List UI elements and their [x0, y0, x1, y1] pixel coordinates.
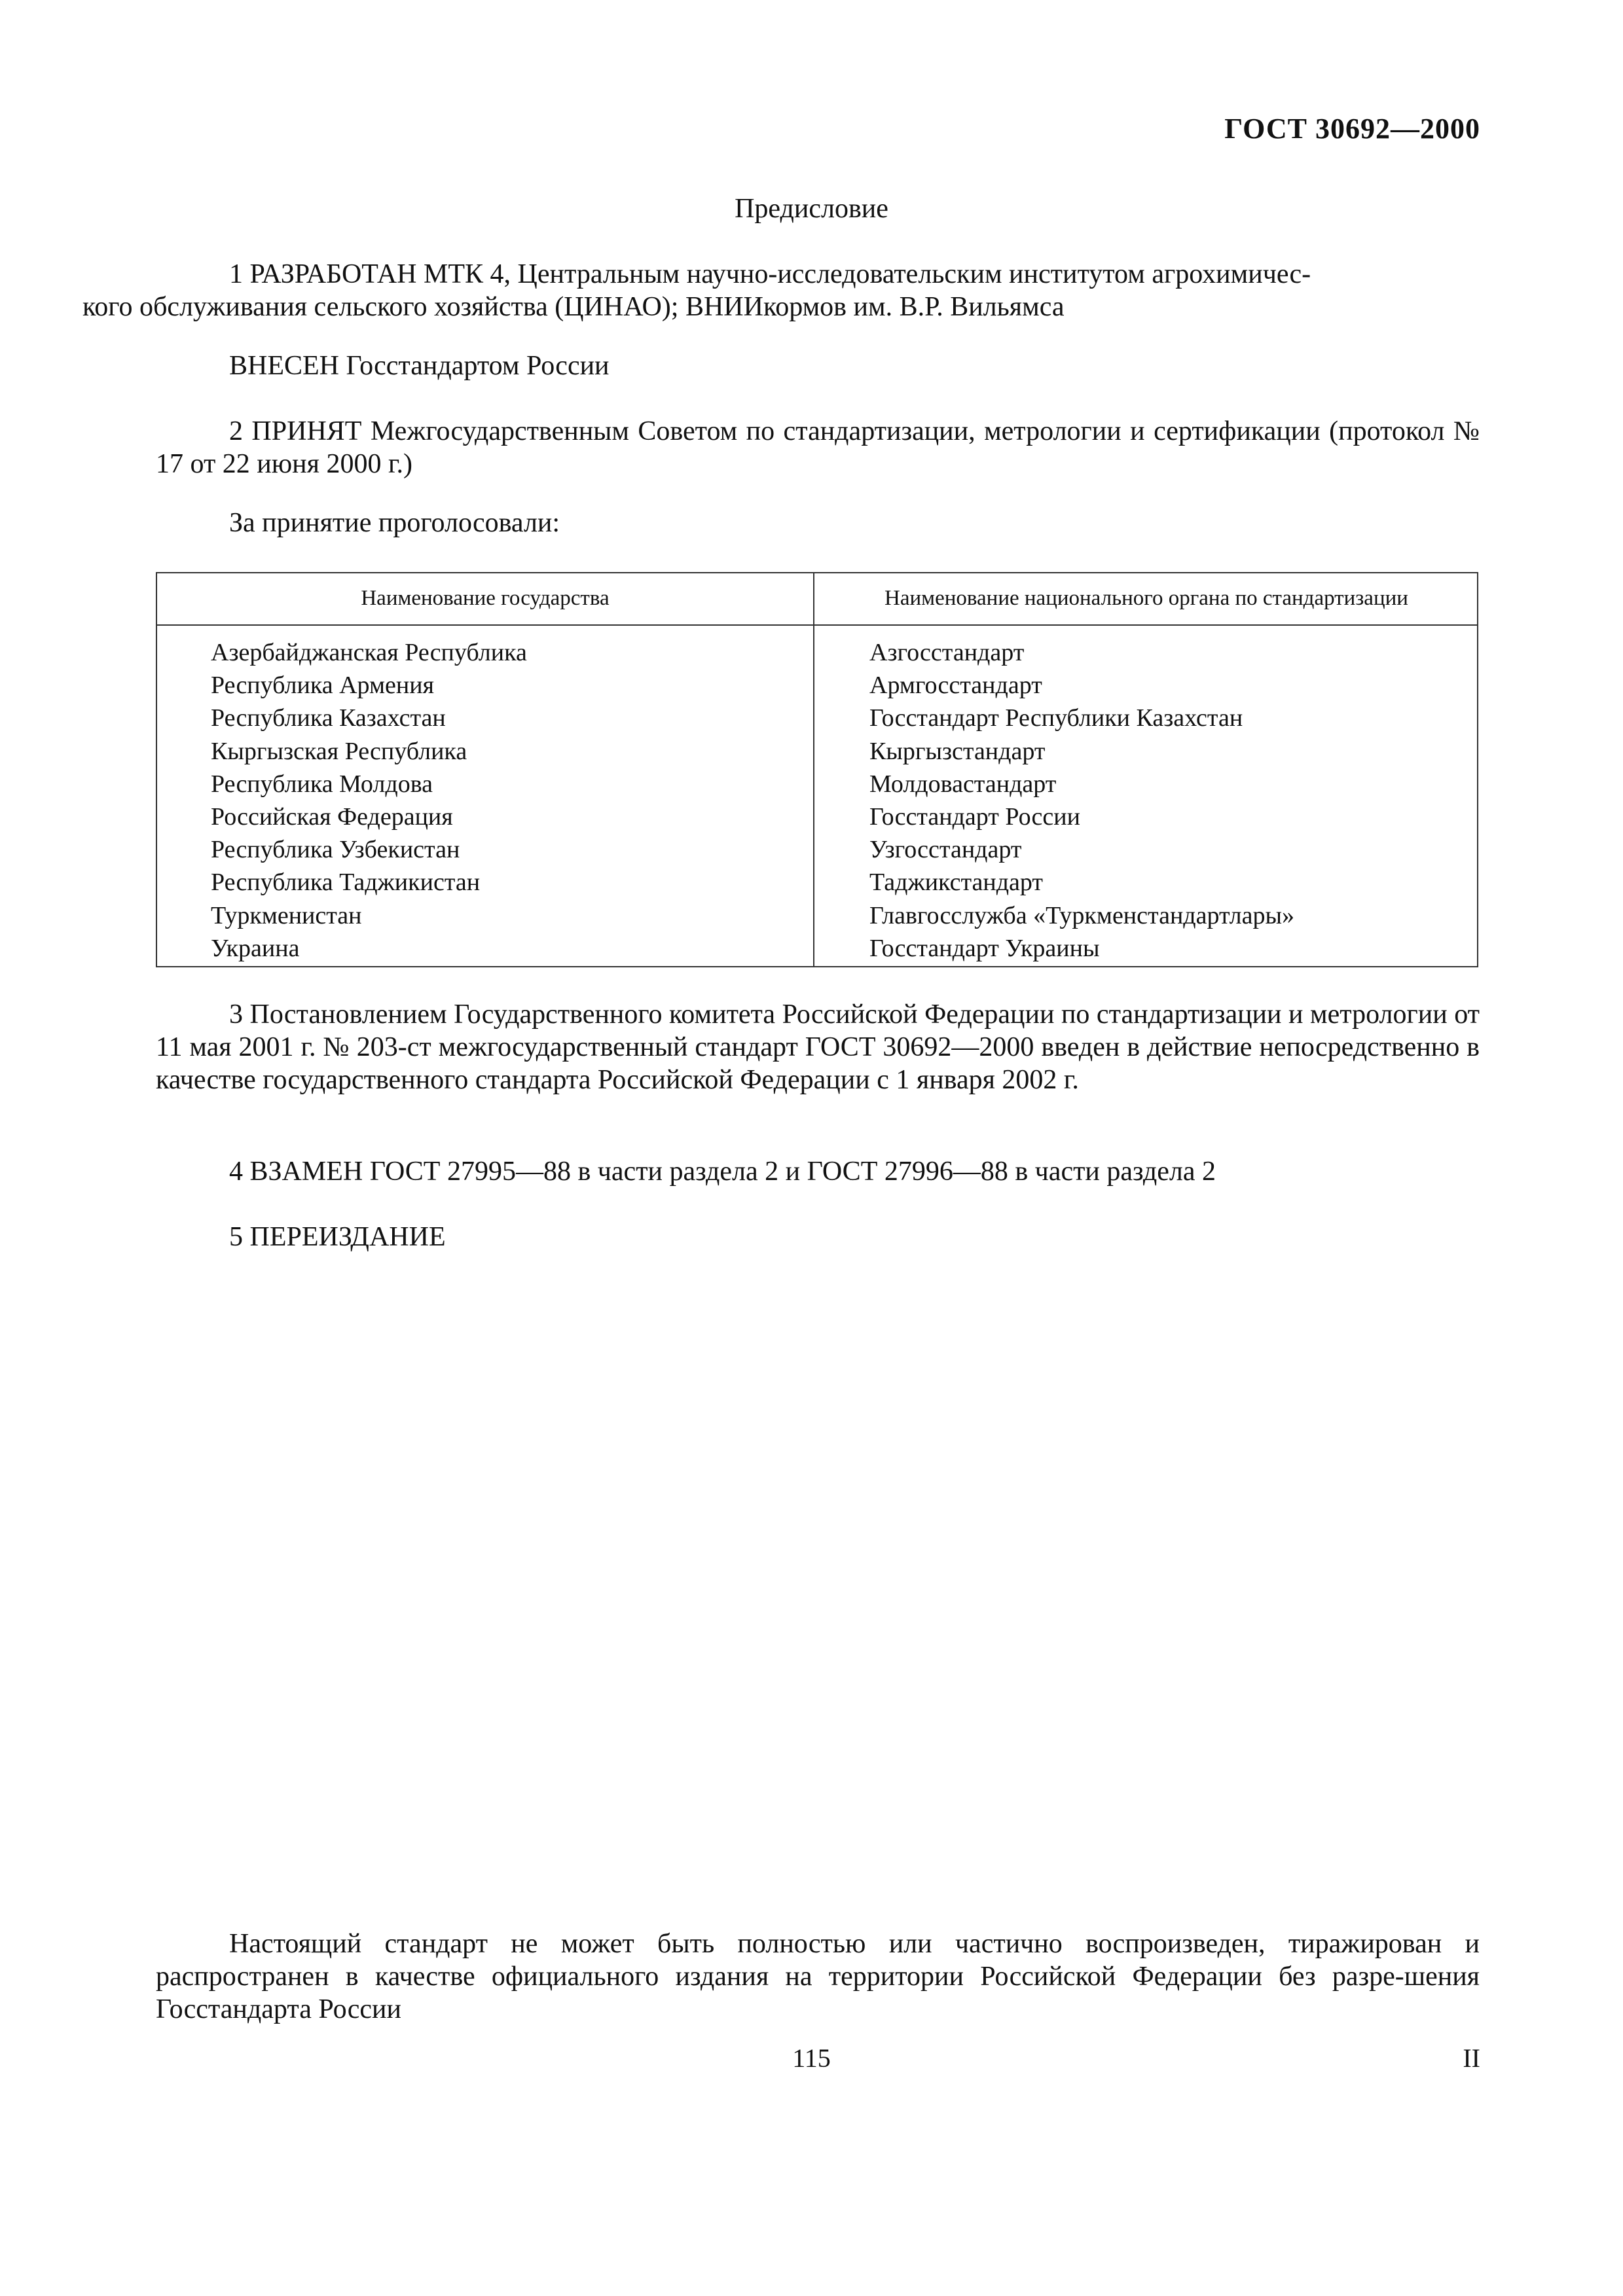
- table-cell-state: Туркменистан: [211, 901, 362, 929]
- table-cell-state: Украина: [211, 934, 300, 962]
- table-cell-body: Армгосстандарт: [869, 672, 1042, 700]
- table-cell-body: Кыргызстандарт: [869, 737, 1046, 765]
- table-cell-state: Республика Узбекистан: [211, 836, 460, 864]
- paragraph-developed-line1: 1 РАЗРАБОТАН МТК 4, Центральным научно-исследовательским институтом агрохимичес-: [229, 259, 1311, 289]
- section-roman-numeral: II: [1463, 2043, 1480, 2073]
- table-cell-state: Республика Казахстан: [211, 704, 446, 732]
- paragraph-developed-line2: кого обслуживания сельского хозяйства (ЦИНАО); ВНИИкормов им. В.Р. Вильямса: [82, 292, 1065, 322]
- table-cell-state: Кыргызская Республика: [211, 737, 467, 765]
- paragraph-decree: 3 Постановлением Государственного комитета Российской Федерации по стандартизации и метрологии от 11 мая 2001 г. № 203-ст межгосударственный стандарт ГОСТ 30692—2000 введен в действие непосредственно в качестве государственного стандарта Российской Федерации с 1 января 2002 г.: [156, 999, 1480, 1095]
- standard-code: ГОСТ 30692—2000: [1224, 113, 1480, 145]
- table-cell-state: Российская Федерация: [211, 803, 453, 831]
- table-cell-body: Госстандарт Республики Казахстан: [869, 704, 1243, 732]
- paragraph-introduced: ВНЕСЕН Госстандартом России: [229, 351, 610, 381]
- paragraph-reissue: 5 ПЕРЕИЗДАНИЕ: [229, 1222, 446, 1252]
- state-list: [211, 636, 527, 965]
- table-column-divider: [813, 573, 814, 966]
- table-cell-body: Главгосслужба «Туркменстандартлары»: [869, 901, 1295, 929]
- paragraph-voted: За принятие проголосовали:: [229, 508, 560, 538]
- page-number: 115: [792, 2043, 831, 2073]
- foreword-title: Предисловие: [735, 194, 888, 224]
- table-cell-body: Азгосстандарт: [869, 639, 1025, 666]
- table-header-divider: [157, 624, 1477, 626]
- table-header-state: Наименование государства: [361, 586, 610, 610]
- table-cell-body: Таджикстандарт: [869, 869, 1044, 897]
- table-cell-body: Молдовастандарт: [869, 770, 1057, 798]
- body-list: [869, 636, 1294, 965]
- voting-table: [156, 572, 1478, 967]
- table-cell-state: Азербайджанская Республика: [211, 639, 527, 666]
- paragraph-replaces: 4 ВЗАМЕН ГОСТ 27995—88 в части раздела 2 и ГОСТ 27996—88 в части раздела 2: [229, 1157, 1216, 1187]
- table-cell-body: Госстандарт Украины: [869, 934, 1100, 962]
- table-cell-state: Республика Армения: [211, 672, 435, 700]
- copyright-notice: Настоящий стандарт не может быть полностью или частично воспроизведен, тиражирован и распространен в качестве официального издания на территории Российской Федерации без разре-шения Госстандарта России: [156, 1929, 1480, 2024]
- paragraph-developed: [82, 258, 1480, 323]
- table-header-body: Наименование национального органа по стандартизации: [884, 586, 1408, 610]
- table-cell-state: Республика Таджикистан: [211, 869, 481, 897]
- table-cell-state: Республика Молдова: [211, 770, 433, 798]
- table-cell-body: Госстандарт России: [869, 803, 1080, 831]
- paragraph-adopted: 2 ПРИНЯТ Межгосударственным Советом по стандартизации, метрологии и сертификации (протокол № 17 от 22 июня 2000 г.): [156, 416, 1480, 479]
- table-cell-body: Узгосстандарт: [869, 836, 1022, 864]
